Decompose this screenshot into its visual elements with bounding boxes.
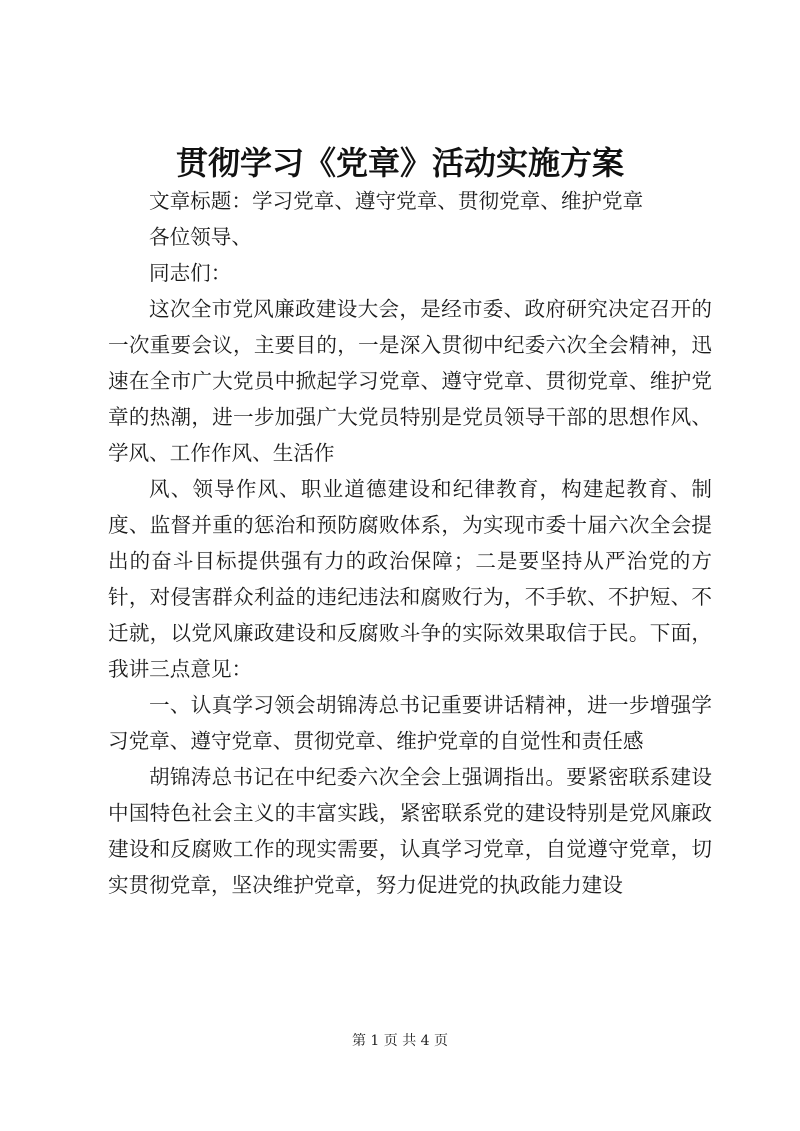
document-body <box>108 183 712 903</box>
body-paragraph: 风、领导作风、职业道德建设和纪律教育，构建起教育、制度、监督并重的惩治和预防腐败体系，为实现市委十届六次全会提出的奋斗目标提供强有力的政治保障；二是要坚持从严治党的方针，对侵害群众利益的违纪违法和腐败行为，不手软、不护短、不迁就，以党风廉政建设和反腐败斗争的实际效果取信于民。下面，我讲三点意见： <box>108 477 712 681</box>
salutation-line-2: 同志们： <box>149 261 232 285</box>
page-footer: 第 1 页 共 4 页 <box>351 1033 449 1049</box>
body-paragraph: 这次全市党风廉政建设大会，是经市委、政府研究决定召开的一次重要会议，主要目的，一是深入贯彻中纪委六次全会精神，迅速在全市广大党员中掀起学习党章、遵守党章、贯彻党章、维护党章的热潮，进一步加强广大党员特别是党员领导干部的思想作风、学风、工作作风、生活作 <box>108 297 712 465</box>
document-title: 贯彻学习《党章》活动实施方案 <box>175 144 624 182</box>
article-heading-line: 文章标题：学习党章、遵守党章、贯彻党章、维护党章 <box>149 189 644 213</box>
section-heading: 一、认真学习领会胡锦涛总书记重要讲话精神，进一步增强学习党章、遵守党章、贯彻党章、维护党章的自觉性和责任感 <box>108 693 712 753</box>
body-paragraph: 胡锦涛总书记在中纪委六次全会上强调指出。要紧密联系建设中国特色社会主义的丰富实践，紧密联系党的建设特别是党风廉政建设和反腐败工作的现实需要，认真学习党章，自觉遵守党章，切实贯彻党章，坚决维护党章，努力促进党的执政能力建设 <box>108 765 712 897</box>
salutation-line-1: 各位领导、 <box>149 225 252 249</box>
